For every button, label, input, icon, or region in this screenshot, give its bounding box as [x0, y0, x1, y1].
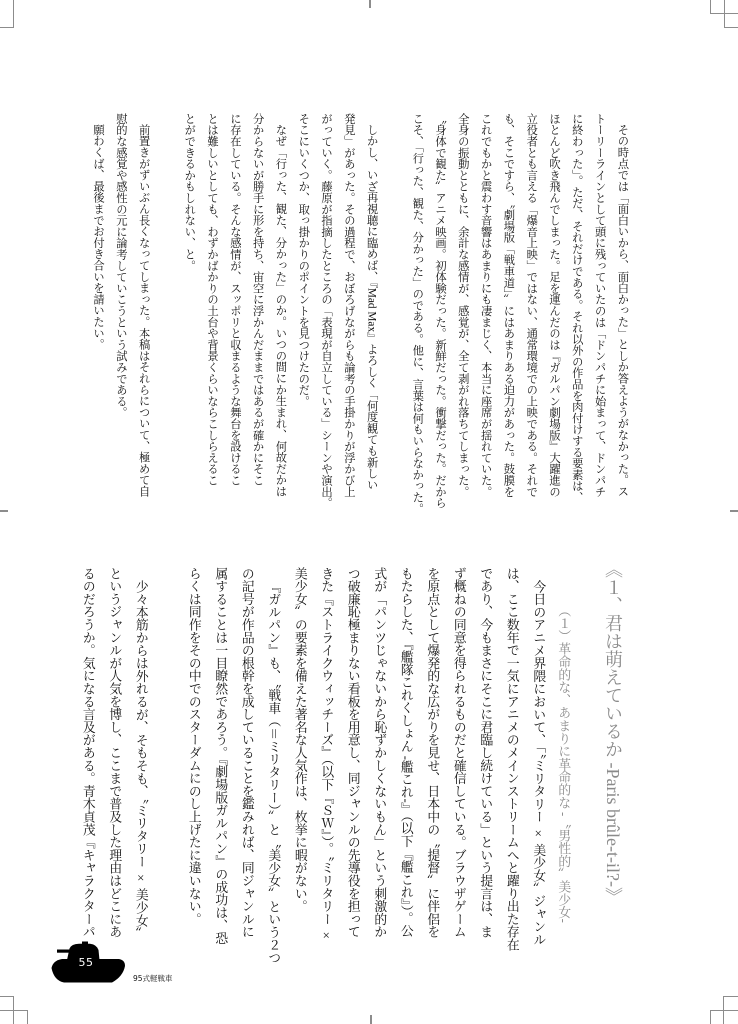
running-title: 95式軽戦車 — [133, 974, 173, 983]
text-line: 属することは一目瞭然であろう。『劇場版ガルパン』の成功は、恐 — [213, 567, 228, 945]
text-line: トーリーラインとして頭に残っていたのは「ドンパチに始まって、ドンパチ — [593, 113, 606, 498]
paragraph — [74, 567, 154, 964]
text-line: も、そこですら、〝劇場版「戦車道」〟にはあまりある迫力があった。鼓膜を — [502, 113, 515, 498]
text-line: なぜ「行った、観た、分かった」のか。いつの間にか生まれ、何故だかは — [274, 124, 287, 498]
center-mark-left — [0, 510, 8, 512]
text-line: とができるかもしれない、と。 — [183, 113, 196, 272]
text-line: そこにいくつか、取っ掛かりのポイントを見つけたのだ。 — [297, 113, 310, 407]
page-number: 55 — [78, 956, 94, 969]
text-line: 分からないが勝手に形を持ち、宙空に浮かんだままではあるが確かにそこ — [251, 113, 264, 486]
text-line: しかし、いざ再視聴に臨めば、『Mad Max』よろしく「何度観ても新しい — [365, 124, 378, 491]
text-line: らくは同作をその中でのスターダムにのし上げたに違いない。 — [186, 567, 201, 926]
crop-mark-top-left — [13, 0, 14, 27]
chapter-heading: 《１、君は萌えているか -Paris brûle-t-il?-》 — [603, 560, 623, 905]
text-line: であり、今もまさにそこに君臨し続けている」という提言は、ま — [478, 567, 493, 939]
paragraph — [291, 113, 382, 514]
text-line: ほとんど吹き飛んでしまった。足を運んだのは『ガルパン劇場版』大躍進の — [548, 113, 561, 498]
text-line: 前置きがずいぶん長くなってしまった。本稿はそれらについて、極めて自 — [137, 124, 150, 498]
text-line: 願わくば、最後までお付き合いを請いたい。 — [92, 124, 105, 351]
text-line: つ破廉恥極まりない看板を用意し、同ジャンルの先導役を担って — [345, 567, 360, 939]
crop-mark-bottom-right — [710, 1010, 711, 1024]
text-line: 美少女〟の要素を備えた著名な人気作は、枚挙に暇がない。 — [292, 567, 307, 913]
paragraph — [177, 113, 291, 514]
text-line: 少々本筋からは外れるが、そもそも、〝ミリタリー × 美少女〟 — [133, 579, 148, 940]
crop-mark-bottom-left — [0, 1010, 27, 1011]
center-mark-right — [730, 510, 738, 512]
paragraph — [86, 113, 109, 514]
text-line: の記号が作品の根幹を成していることを鑑みれば、同ジャンルに — [239, 567, 254, 939]
text-line: に存在している。そんな感情が、スッポリと収まるような舞台を設けるこ — [228, 113, 241, 486]
blank-line — [154, 567, 181, 964]
crop-mark-bottom-right — [723, 996, 738, 997]
text-line: こそ、「行った、観た、分かった」のである。他に、言葉は何もいらなかった。 — [411, 113, 424, 515]
section-subheading: （１）革命的な、あまりに革命的な -〝男性的〟美少女- — [556, 604, 571, 923]
crop-mark-bottom-left — [0, 996, 13, 997]
blank-line — [383, 113, 406, 514]
crop-mark-top-right — [710, 0, 711, 13]
text-line: 発見」があった。その過程で、おぼろげながらも論考の手掛かりが浮かび上 — [342, 113, 355, 498]
crop-mark-bottom-right — [710, 1010, 738, 1011]
text-line: その時点では「面白いから、面白かった」としか答えようがなかった。ス — [616, 124, 629, 498]
text-line: 今日のアニメ界隈において、「〝ミリタリー × 美少女〟ジャンル — [531, 579, 546, 946]
text-line: 〝身体で観た〟アニメ映画。初体験だった。新鮮だった。衝撃だった。だから — [434, 113, 447, 509]
text-line: がっていく。藤原が指摘したところの「表現が自立している」シーンや演出。 — [320, 113, 333, 509]
text-line: を原点として爆発的な広がりを見せ、日本中の〝提督〟に伴侶を — [425, 567, 440, 939]
crop-mark-top-left — [0, 27, 14, 28]
text-line: 全身の振動とともに、余計な感情が、感覚が、全て剥がれ落ちてしまった。 — [456, 113, 469, 498]
center-mark-bottom — [370, 1015, 372, 1024]
text-line: 式が「パンツじゃないから恥ずかしくないもん」という刺激的か — [372, 567, 387, 939]
center-mark-top — [369, 0, 371, 8]
text-line: 『ガルパン』も、〝戦車（＝ミリタリー）〟と〝美少女〟という２つ — [266, 579, 281, 964]
paragraph — [405, 113, 633, 514]
blank-line — [155, 113, 178, 514]
text-line: るのだろうか。気になる言及がある。青木貞茂『キャラクターパ — [80, 567, 95, 939]
text-line: は、ここ数年で一気にアニメのメインストリームへと躍り出た存在 — [504, 567, 519, 951]
text-line: とは難しいとしても、わずかばかりの土台や背景くらいならこしらえるこ — [206, 113, 219, 486]
text-line: というジャンルが人気を博し、ここまで普及した理由はどこにあ — [107, 567, 122, 939]
paragraph — [180, 567, 286, 964]
text-line: 慰的な感覚や感性の元に論考していこうという試みである。 — [114, 113, 127, 419]
paragraph — [109, 113, 155, 514]
text-line: 立役者とも言える「爆音上映」ではない、通常環境での上映である。それで — [525, 113, 538, 498]
chapter-body — [74, 567, 551, 964]
preface-section — [86, 113, 633, 514]
text-line: ず概ねの同意を得られるものだと確信している。ブラウザゲーム — [451, 567, 466, 939]
crop-mark-top-right — [724, 27, 738, 28]
paragraph — [286, 567, 551, 964]
text-line: もたらした、『艦隊これくしょん -艦これ-』（以下『艦これ』）。公 — [398, 567, 413, 938]
text-line: に終わった」。ただ、それだけである。それ以外の作品を肉付けする要素は、 — [570, 113, 583, 503]
crop-mark-bottom-left — [27, 1010, 28, 1024]
text-line: きた『ストライクウィッチーズ』（以下『ＳＷ』）。〝ミリタリー × — [319, 567, 334, 943]
text-line: これでもかと震わす音響はあまりにも凄まじく、本当に座席が揺れていた。 — [479, 113, 492, 498]
crop-mark-top-right — [724, 0, 725, 27]
